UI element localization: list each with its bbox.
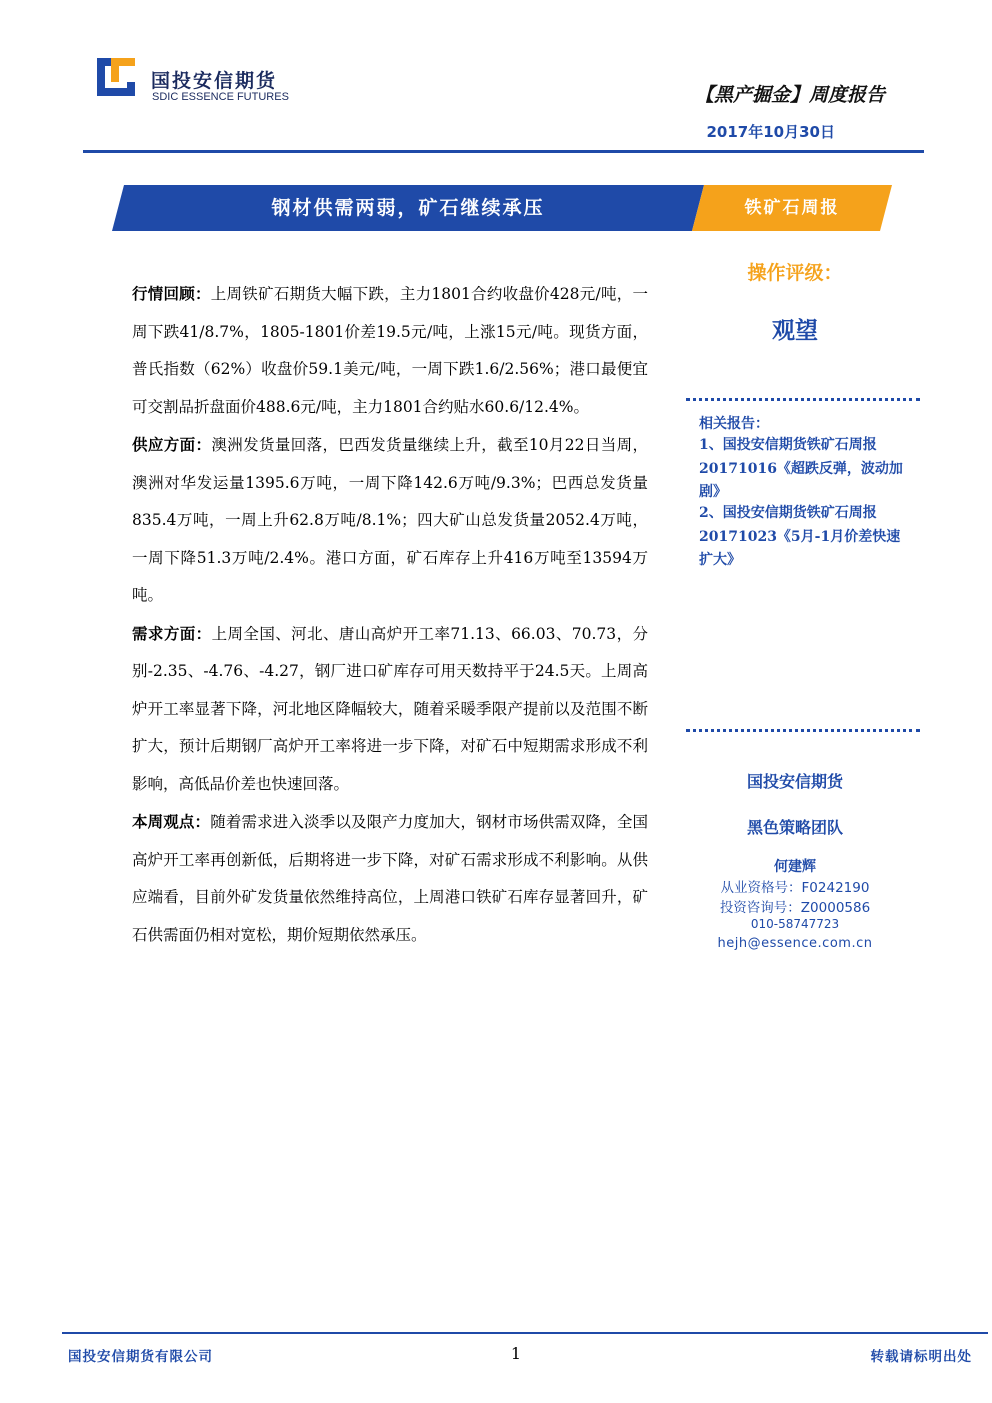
team-company: 国投安信期货 [746, 772, 843, 791]
related-reports-title: 相关报告： [699, 416, 769, 432]
paragraph-weekly-view [132, 803, 648, 954]
paragraph-text: 上周铁矿石期货大幅下跌，主力1801合约收盘价428元/吨，一周下跌41/8.7%，1805-1801价差19.5元/吨，上涨15元/吨。现货方面，普氏指数（62%）收盘价59.1美元/吨，一周下跌1.6/2.56%；港口最便宜可交割品折盘面价488.6元/吨，主力1801合约贴水60.6/12.4%。 [132, 285, 648, 416]
related-report-2[interactable]: 2、国投安信期货铁矿石周报20171023《5月-1月价差快速扩大》 [699, 505, 901, 568]
paragraph-lead: 本周观点： [132, 812, 211, 831]
paragraph-demand [132, 615, 648, 804]
paragraph-text: 上周全国、河北、唐山高炉开工率71.13、66.03、70.73，分别-2.35、-4.76、-4.27，钢厂进口矿库存可用天数持平于24.5天。上周高炉开工率显著下降，河北地区降幅较大，随着采暖季限产提前以及范围不断扩大，预计后期钢厂高炉开工率将进一步下降，对矿石中短期需求形成不利影响，高低品价差也快速回落。 [132, 624, 648, 793]
consult-number: 投资咨询号：Z0000586 [719, 900, 871, 916]
paragraph-lead: 需求方面： [132, 623, 212, 643]
paragraph-text: 澳洲发货量回落，巴西发货量继续上升，截至10月22日当周，澳洲对华发运量1395.6万吨，一周下降142.6万吨/9.3%；巴西总发货量835.4万吨，一周上升62.8万吨/8.1%；四大矿山总发货量2052.4万吨，一周下降51.3万吨/2.4%。港口方面，矿石库存上升416万吨至13594万吨。 [132, 436, 648, 604]
page-number: 1 [510, 1344, 522, 1363]
rating-label: 操作评级： [747, 262, 843, 284]
email-link[interactable]: hejh@essence.com.cn [717, 936, 873, 951]
paragraph-supply [132, 426, 648, 615]
phone-number: 010-58747723 [750, 917, 840, 931]
footer-notice: 转载请标明出处 [870, 1349, 972, 1365]
license-number: 从业资格号：F0242190 [720, 880, 870, 896]
logo-english-name: SDIC ESSENCE FUTURES [152, 91, 289, 103]
report-title: 钢材供需两弱，矿石继续承压 [271, 197, 545, 219]
footer-company: 国投安信期货有限公司 [68, 1349, 213, 1365]
report-series: 【黑产掘金】周度报告 [694, 84, 885, 106]
logo-chinese-name: 国投安信期货 [151, 70, 278, 92]
report-date: 2017年10月30日 [706, 123, 835, 141]
paragraph-text: 随着需求进入淡季以及限产力度加大，钢材市场供需双降，全国高炉开工率再创新低，后期将进一步下降，对矿石需求形成不利影响。从供应端看，目前外矿发货量依然维持高位，上周港口铁矿石库存显著回升，矿石供需面仍相对宽松，期价短期依然承压。 [132, 813, 648, 944]
related-report-1[interactable]: 1、国投安信期货铁矿石周报20171016《超跌反弹，波动加剧》 [699, 437, 903, 500]
company-logo-icon [97, 58, 141, 102]
footer-divider [62, 1332, 988, 1334]
report-body [132, 275, 648, 954]
rating-value: 观望 [772, 318, 818, 344]
paragraph-market-review [132, 275, 648, 426]
header-divider [83, 150, 924, 153]
sidebar-divider [686, 729, 920, 732]
sidebar-divider [686, 398, 920, 401]
paragraph-lead: 供应方面： [132, 435, 212, 454]
paragraph-lead: 行情回顾： [132, 284, 211, 303]
team-name: 黑色策略团队 [746, 818, 843, 837]
analyst-name: 何建辉 [774, 859, 816, 875]
report-tag: 铁矿石周报 [744, 198, 840, 218]
